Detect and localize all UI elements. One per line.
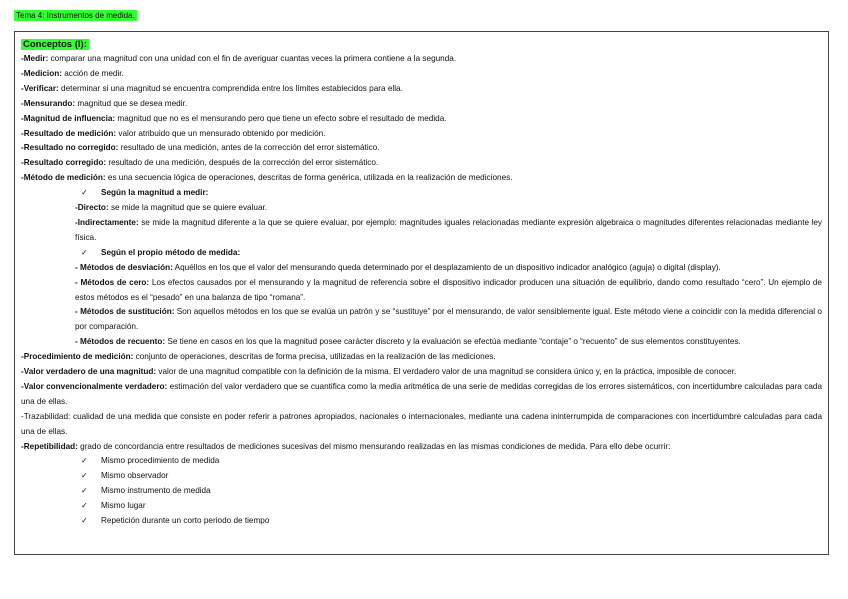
def-no-corregido: -Resultado no corregido: resultado de una medición, antes de la corrección del error sistemático. <box>21 143 380 153</box>
def-trazabilidad: -Trazabilidad: cualidad de una medida que consiste en poder referir a patrones apropiados, nacionales o internacionales, mediante una cadena ininterrumpida de comparaciones con incertidumbre calculadas para cada una de ellas. <box>21 411 822 436</box>
check-icon: ✓ <box>81 516 88 526</box>
def-directo: -Directo: se mide la magnitud que se quiere evaluar. <box>75 203 268 213</box>
condition-item: ✓ Mismo procedimiento de medida <box>21 454 822 469</box>
content-box <box>14 31 829 555</box>
section-heading: Conceptos (I): <box>23 39 87 50</box>
subheading-metodo: ✓ Según el propio método de medida: <box>21 246 822 261</box>
subheading-magnitud: ✓ Según la magnitud a medir: <box>21 186 822 201</box>
check-icon: ✓ <box>81 188 88 198</box>
page-title: Tema 4: Instrumentos de medida. <box>16 11 135 20</box>
def-recuento: - Métodos de recuento: Se tiene en casos en los que la magnitud posee carácter discreto y la evaluación se efectúa mediante “contaje” o “recuento” de sus elementos constituyentes. <box>75 337 741 347</box>
def-convencional: -Valor convencionalmente verdadero: estimación del valor verdadero que se cuantifica como la media aritmética de una serie de medidas corregidas de los errores sistemáticos, con incertidumbre calculadas para cada una de ellas. <box>21 381 822 406</box>
check-icon: ✓ <box>81 471 88 481</box>
condition-item: ✓ Mismo instrumento de medida <box>21 484 822 499</box>
def-mensurando: -Mensurando: magnitud que se desea medir. <box>21 98 188 108</box>
def-desviacion: - Métodos de desviación: Aquéllos en los que el valor del mensurando queda determinado por el desplazamiento de un dispositivo indicador analógico (aguja) o digital (display). <box>75 262 721 272</box>
def-medicion: -Medicion: acción de medir. <box>21 68 124 78</box>
check-icon: ✓ <box>81 486 88 496</box>
check-icon: ✓ <box>81 456 88 466</box>
condition-item: ✓ Repetición durante un corto periodo de tiempo <box>21 514 822 529</box>
def-corregido: -Resultado corregido: resultado de una medición, después de la corrección del error sistemático. <box>21 158 379 168</box>
def-sustitucion: - Métodos de sustitución: Son aquellos métodos en los que se evalúa un patrón y se “sustituye” por el mensurando, de valor sensiblemente igual. Este método viene a coincidir con la medida diferencial o por comparación. <box>75 307 822 332</box>
def-cero: - Métodos de cero: Los efectos causados por el mensurando y la magnitud de referencia sobre el dispositivo indicador producen una situación de equilibrio, dando como resultado “cero”. Un ejemplo de estos métodos es el “pesado” en una balanza de tipo “romana”. <box>75 277 822 302</box>
def-resultado: -Resultado de medición: valor atribuido que un mensurado obtenido por medición. <box>21 128 326 138</box>
check-icon: ✓ <box>81 247 88 257</box>
def-indirecto: -Indirectamente: se mide la magnitud diferente a la que se quiere evaluar, por ejemplo: magnitudes iguales relacionadas mediante expresión algebraica o magnitudes diferentes relacionadas mediante ley física. <box>75 217 822 242</box>
def-verificar: -Verificar: determinar si una magnitud se encuentra comprendida entre los límites establecidos para ella. <box>21 83 403 93</box>
def-procedimiento: -Procedimiento de medición: conjunto de operaciones, descritas de forma precisa, utilizadas en la realización de las mediciones. <box>21 352 496 362</box>
def-repetibilidad: -Repetibilidad: grado de concordancia entre resultados de mediciones sucesivas del mismo mensurando realizadas en las mismas condiciones de medida. Para ello debe ocurrir: <box>21 441 671 451</box>
def-influencia: -Magnitud de influencia: magnitud que no es el mensurando pero que tiene un efecto sobre el resultado de medida. <box>21 113 447 123</box>
condition-item: ✓ Mismo observador <box>21 469 822 484</box>
def-metodo: -Método de medición: es una secuencia lógica de operaciones, descritas de forma genérica, utilizada en la realización de mediciones. <box>21 173 513 183</box>
def-medir: -Medir: comparar una magnitud con una unidad con el fin de averiguar cuantas veces la primera contiene a la segunda. <box>21 54 457 63</box>
def-verdadero: -Valor verdadero de una magnitud: valor de una magnitud compatible con la definición de la misma. El verdadero valor de una magnitud se considera único y, en la práctica, imposible de conocer. <box>21 367 737 377</box>
condition-item: ✓ Mismo lugar <box>21 499 822 514</box>
check-icon: ✓ <box>81 501 88 511</box>
